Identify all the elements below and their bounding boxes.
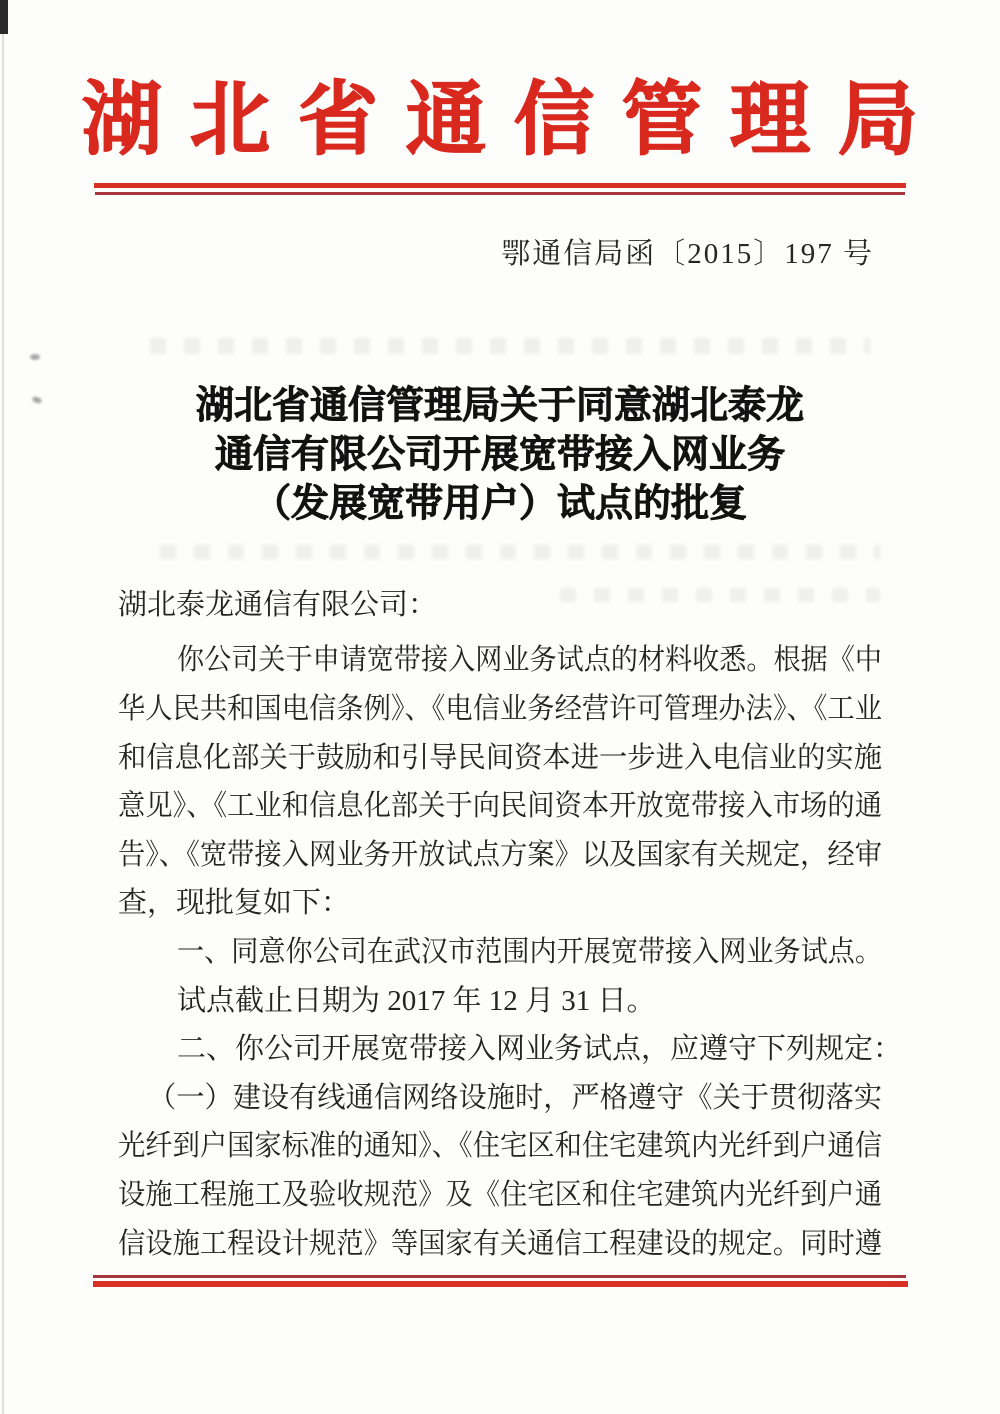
letterhead-divider-thin — [95, 192, 905, 195]
bleedthrough-artifact — [160, 545, 880, 559]
body-line — [118, 731, 882, 780]
body-line — [118, 634, 882, 683]
salutation-line — [118, 578, 882, 627]
document-title-line: （发展宽带用户）试点的批复 — [252, 483, 747, 525]
salutation: 湖北泰龙通信有限公司： — [118, 588, 438, 621]
letterhead-divider-thick — [94, 183, 906, 188]
document-title-line: 通信有限公司开展宽带接入网业务 — [214, 434, 785, 476]
body-line — [118, 974, 882, 1023]
body-line-text: 告》、《宽带接入网业务开放试点方案》以及国家有关规定，经审 — [118, 838, 882, 871]
body-line-text: 信设施工程设计规范》等国家有关通信工程建设的规定。同时遵 — [118, 1227, 882, 1260]
body-line — [118, 1120, 882, 1169]
body-line-text: 你公司关于申请宽带接入网业务试点的材料收悉。根据《中 — [177, 644, 882, 677]
body-line-text: 查，现批复如下： — [118, 887, 351, 920]
document-title-line: 湖北省通信管理局关于同意湖北泰龙 — [195, 385, 804, 427]
document-body — [118, 578, 903, 1265]
scan-speck — [30, 354, 40, 360]
document-number: 鄂通信局函〔2015〕197 号 — [501, 238, 874, 270]
body-line-text: 设施工程施工及验收规范》及《住宅区和住宅建筑内光纤到户通 — [118, 1178, 882, 1211]
body-line-text: 二、你公司开展宽带接入网业务试点，应遵守下列规定： — [177, 1033, 903, 1066]
body-line — [118, 1217, 882, 1266]
body-line — [118, 877, 882, 926]
body-line-text: 光纤到户国家标准的通知》、《住宅区和住宅建筑内光纤到户通信 — [118, 1130, 882, 1163]
body-line — [118, 828, 882, 877]
body-line — [118, 1168, 882, 1217]
body-line-text: 意见》、《工业和信息化部关于向民间资本开放宽带接入市场的通 — [118, 790, 882, 823]
body-line-text: 一、同意你公司在武汉市范围内开展宽带接入网业务试点。 — [177, 935, 882, 968]
footer-divider-thick — [93, 1281, 908, 1287]
body-line — [118, 779, 882, 828]
body-line — [118, 1071, 882, 1120]
body-line — [118, 925, 882, 974]
body-line-text: 华人民共和国电信条例》、《电信业务经营许可管理办法》、《工业 — [118, 692, 882, 725]
footer-divider-thin — [93, 1275, 906, 1278]
agency-letterhead: 湖北省通信管理局 — [82, 77, 946, 165]
body-line-text: 和信息化部关于鼓励和引导民间资本进一步进入电信业的实施 — [118, 741, 882, 774]
body-line — [118, 1022, 903, 1071]
bleedthrough-artifact — [150, 338, 870, 354]
body-line — [118, 682, 882, 731]
body-line-text: 试点截止日期为 2017 年 12 月 31 日。 — [177, 984, 656, 1017]
scan-edge-artifact — [2, 0, 4, 1414]
document-title — [0, 382, 1000, 529]
scan-corner-artifact — [0, 0, 8, 34]
body-line-text: （一）建设有线通信网络设施时，严格遵守《关于贯彻落实 — [148, 1081, 882, 1114]
